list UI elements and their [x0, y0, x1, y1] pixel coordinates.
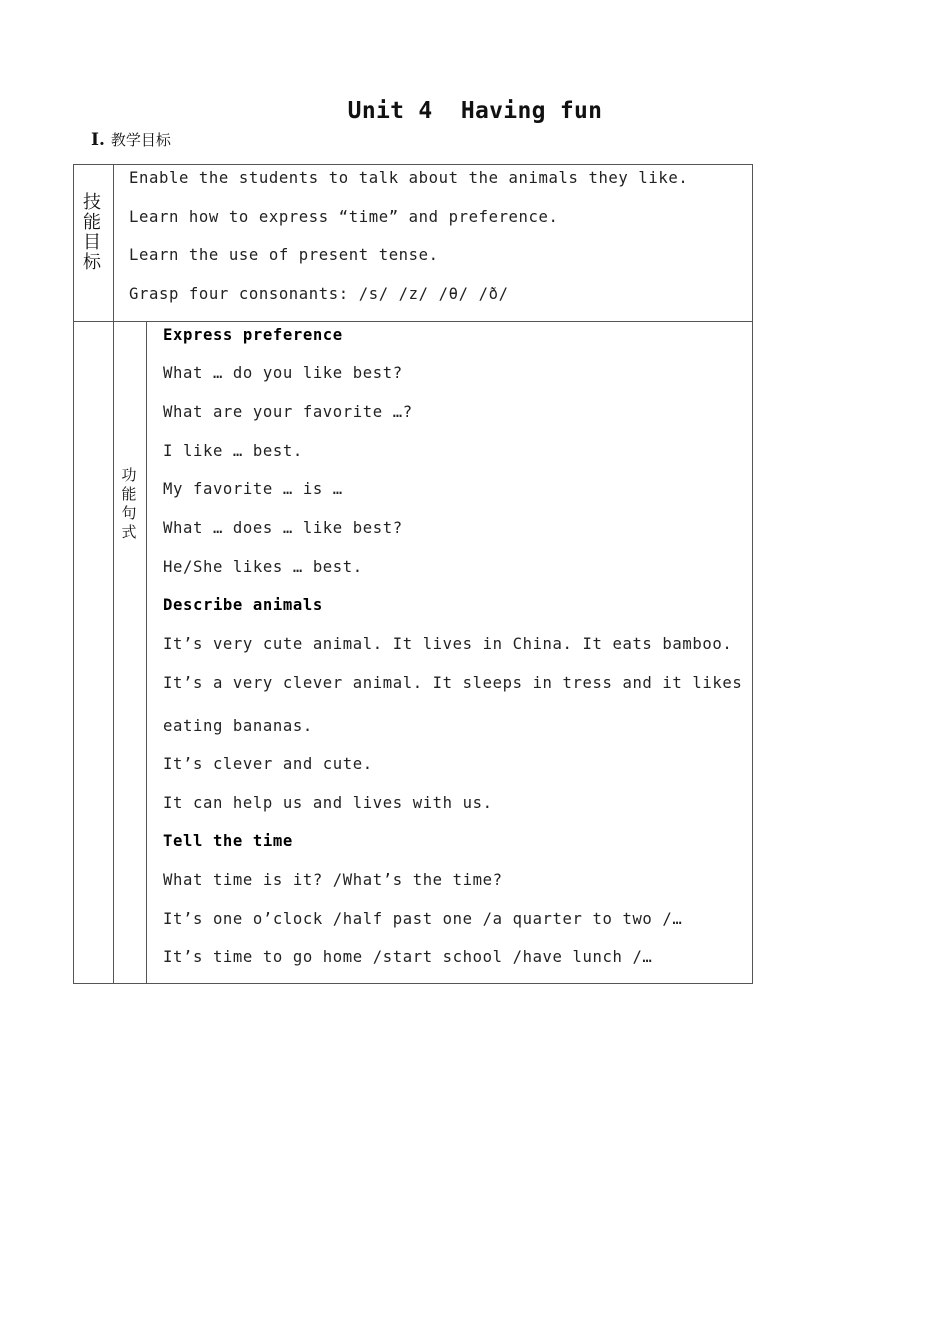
sentence-line: It’s very cute animal. It lives in China. It eats bamboo. [163, 635, 733, 653]
functions-label-char: 能 [121, 485, 137, 503]
functions-label-char: 句 [121, 504, 137, 522]
sentence-line: It’s time to go home /start school /have lunch /… [163, 948, 653, 966]
sentence-line: What … does … like best? [163, 519, 403, 537]
skill-item: Learn the use of present tense. [129, 246, 439, 264]
section-number: I. [91, 130, 105, 150]
skills-goals-label [81, 193, 103, 273]
skills-label-char: 标 [83, 252, 101, 273]
skills-label-char: 技 [83, 192, 101, 213]
functions-label-char: 功 [121, 466, 137, 484]
group-heading: Express preference [163, 326, 343, 344]
skills-label-char: 能 [83, 212, 101, 233]
sentence-line: What … do you like best? [163, 364, 403, 382]
sentence-line: My favorite … is … [163, 480, 343, 498]
functions-label [118, 466, 140, 542]
section-label: 教学目标 [110, 131, 171, 149]
sentence-line: It’s a very clever animal. It sleeps in tress and it likes [163, 674, 743, 692]
skills-label-char: 目 [83, 232, 101, 253]
skill-item: Grasp four consonants: /s/ /z/ /θ/ /ð/ [129, 285, 509, 303]
sentence-line: What are your favorite …? [163, 403, 413, 421]
functions-divider-inner [146, 321, 147, 984]
sentence-line: It can help us and lives with us. [163, 794, 493, 812]
sentence-line: It’s one o’clock /half past one /a quarter to two /… [163, 910, 683, 928]
functions-label-char: 式 [121, 523, 137, 541]
sentence-line: What time is it? /What’s the time? [163, 871, 503, 889]
sentence-line: eating bananas. [163, 717, 313, 735]
document-title: Unit 4 Having fun [347, 98, 603, 124]
skills-divider [113, 164, 114, 322]
sentence-line: It’s clever and cute. [163, 755, 373, 773]
group-heading: Tell the time [163, 832, 293, 850]
group-heading: Describe animals [163, 596, 323, 614]
sentence-line: I like … best. [163, 442, 303, 460]
functions-divider-outer [113, 321, 114, 984]
sentence-line: He/She likes … best. [163, 558, 363, 576]
skill-item: Learn how to express “time” and preference. [129, 208, 559, 226]
skill-item: Enable the students to talk about the animals they like. [129, 169, 689, 187]
section-heading [91, 129, 171, 150]
